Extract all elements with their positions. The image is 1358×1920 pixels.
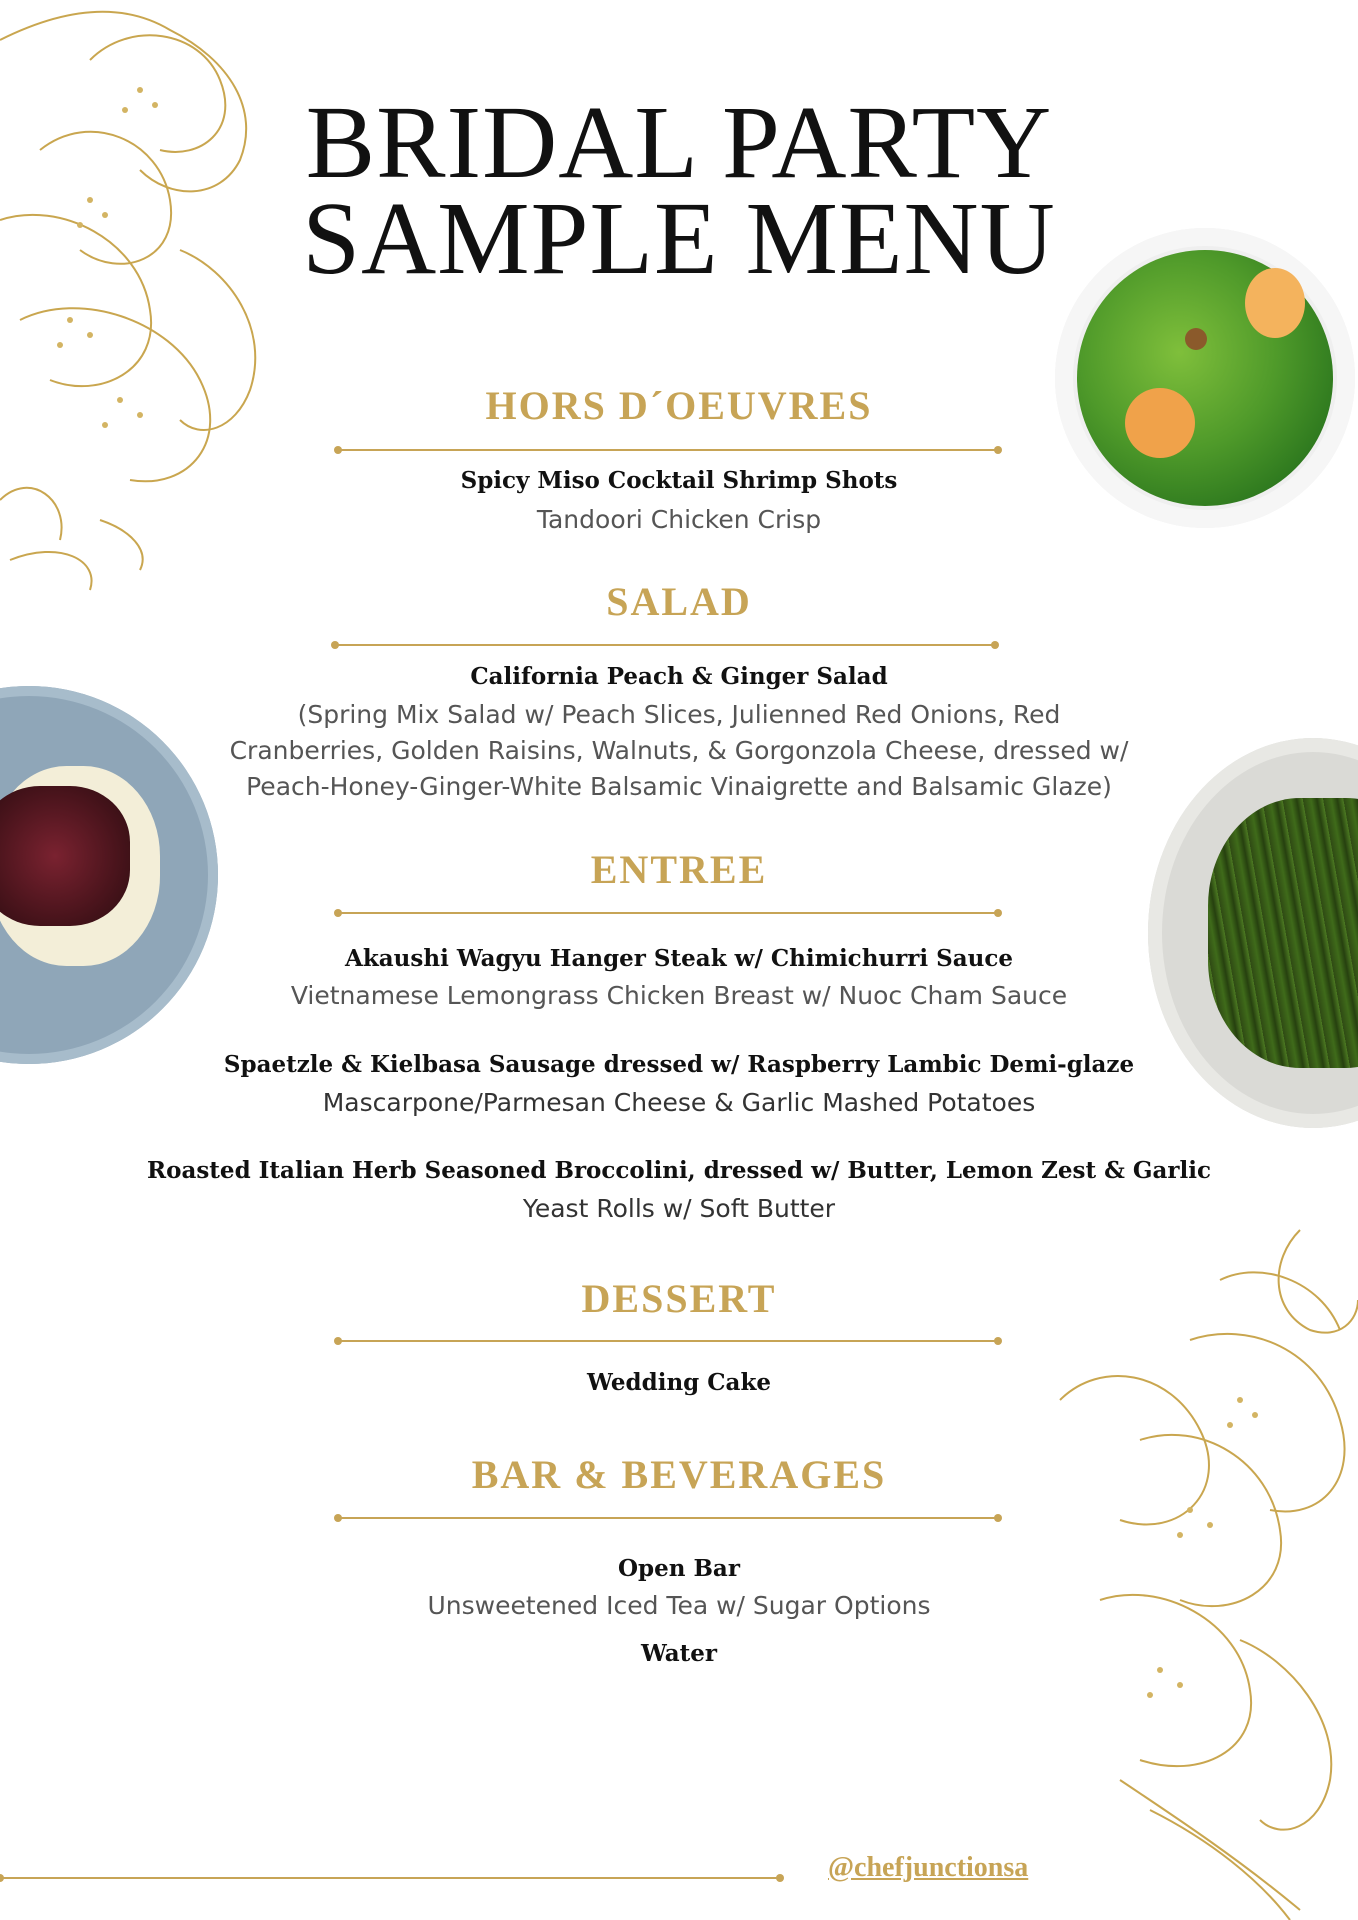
bar-item-2: Unsweetened Iced Tea w/ Sugar Options bbox=[427, 1591, 931, 1620]
divider-hors bbox=[338, 449, 998, 451]
section-title-dessert: DESSERT bbox=[581, 1276, 777, 1321]
divider-salad bbox=[335, 644, 995, 646]
footer-rule bbox=[0, 1877, 780, 1879]
entree-item-2: Vietnamese Lemongrass Chicken Breast w/ Nuoc Cham Sauce bbox=[290, 981, 1068, 1010]
title-line-2: SAMPLE MENU bbox=[302, 181, 1056, 296]
hors-item-1: Spicy Miso Cocktail Shrimp Shots bbox=[460, 467, 898, 494]
divider-entree bbox=[338, 912, 998, 914]
instagram-handle[interactable]: @chefjunctionsa bbox=[828, 1852, 1029, 1883]
bar-item-1: Open Bar bbox=[618, 1555, 740, 1582]
page-title bbox=[0, 85, 1358, 296]
divider-dessert bbox=[338, 1340, 998, 1342]
divider-bar bbox=[338, 1517, 998, 1519]
entree-item-3: Spaetzle & Kielbasa Sausage dressed w/ Raspberry Lambic Demi-glaze bbox=[223, 1051, 1135, 1078]
hors-item-2: Tandoori Chicken Crisp bbox=[536, 505, 822, 534]
salad-desc-line-1: (Spring Mix Salad w/ Peach Slices, Julienned Red Onions, Red bbox=[297, 700, 1061, 729]
entree-item-5: Roasted Italian Herb Seasoned Broccolini, dressed w/ Butter, Lemon Zest & Garlic bbox=[147, 1157, 1211, 1184]
entree-item-1: Akaushi Wagyu Hanger Steak w/ Chimichurri Sauce bbox=[345, 945, 1013, 972]
salad-desc-line-2: Cranberries, Golden Raisins, Walnuts, & Gorgonzola Cheese, dressed w/ bbox=[229, 736, 1129, 765]
section-title-entree: ENTREE bbox=[590, 847, 768, 892]
bar-item-3: Water bbox=[640, 1640, 718, 1667]
entree-item-4: Mascarpone/Parmesan Cheese & Garlic Mashed Potatoes bbox=[322, 1088, 1036, 1117]
section-title-salad: SALAD bbox=[606, 579, 752, 624]
dessert-item-1: Wedding Cake bbox=[586, 1369, 772, 1396]
entree-item-6: Yeast Rolls w/ Soft Butter bbox=[522, 1194, 836, 1223]
salad-name: California Peach & Ginger Salad bbox=[470, 663, 888, 690]
section-title-bar-beverages: BAR & BEVERAGES bbox=[471, 1452, 887, 1497]
salad-desc-line-3: Peach-Honey-Ginger-White Balsamic Vinaigrette and Balsamic Glaze) bbox=[246, 772, 1112, 801]
section-title-hors-doeuvres: HORS D´OEUVRES bbox=[485, 383, 873, 428]
title-line-1: BRIDAL PARTY bbox=[305, 85, 1053, 200]
